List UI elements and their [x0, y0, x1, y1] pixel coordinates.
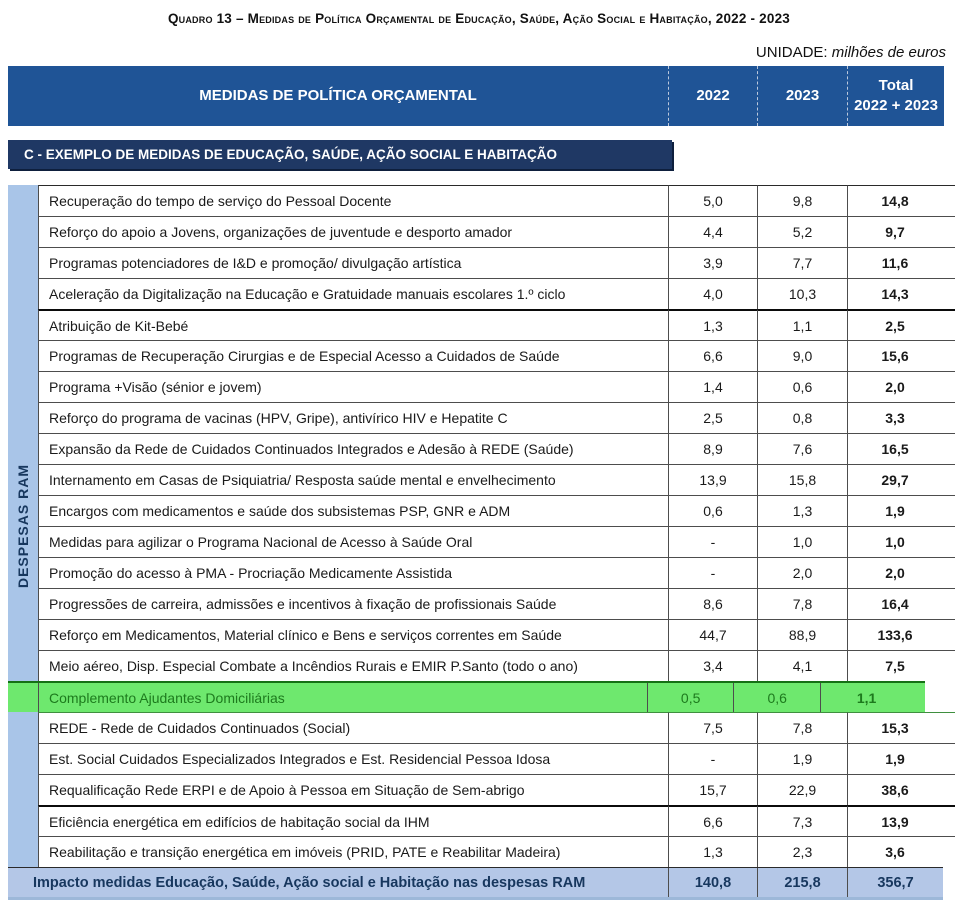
row-spacer [8, 340, 38, 371]
value-2023: 1,9 [757, 743, 847, 774]
table-row [8, 216, 955, 247]
row-spacer [8, 619, 38, 650]
measure-label: Reforço em Medicamentos, Material clínico e Bens e serviços correntes em Saúde [38, 619, 668, 650]
row-spacer [8, 278, 38, 309]
row-spacer [8, 588, 38, 619]
rows-container [8, 185, 955, 867]
value-2023: 5,2 [757, 216, 847, 247]
table-header-row [8, 66, 944, 126]
value-2023: 4,1 [757, 650, 847, 681]
value-total: 7,5 [847, 650, 955, 681]
unit-note [756, 44, 946, 61]
row-spacer [8, 309, 38, 340]
value-2022: 4,4 [668, 216, 757, 247]
value-total: 9,7 [847, 216, 955, 247]
measure-label: Complemento Ajudantes Domiciliárias [38, 683, 647, 712]
value-2023: 88,9 [757, 619, 847, 650]
measure-label: Requalificação Rede ERPI e de Apoio à Pessoa em Situação de Sem-abrigo [38, 774, 668, 805]
value-2022: - [668, 557, 757, 588]
table-row [8, 619, 955, 650]
section-header: C - EXEMPLO DE MEDIDAS DE EDUCAÇÃO, SAÚDE, AÇÃO SOCIAL E HABITAÇÃO [8, 140, 672, 169]
header-col-2022: 2022 [668, 66, 757, 126]
value-total: 1,9 [847, 495, 955, 526]
table-title: Quadro 13 – Medidas de Política Orçamental de Educação, Saúde, Ação Social e Habitação, 2022 - 2023 [167, 11, 791, 26]
header-col-total-line2: 2022 + 2023 [854, 97, 938, 114]
measure-label: Expansão da Rede de Cuidados Continuados Integrados e Adesão à REDE (Saúde) [38, 433, 668, 464]
unit-label: UNIDADE: [755, 44, 828, 61]
measure-label: REDE - Rede de Cuidados Continuados (Social) [38, 712, 668, 743]
value-2022: 1,4 [668, 371, 757, 402]
table-row [8, 774, 955, 805]
value-total: 2,0 [847, 371, 955, 402]
value-2023: 15,8 [757, 464, 847, 495]
row-spacer [8, 650, 38, 681]
value-2022: 6,6 [668, 805, 757, 836]
table-row [8, 464, 955, 495]
row-spacer [8, 495, 38, 526]
row-spacer [8, 805, 38, 836]
footer-value-total: 356,7 [847, 868, 943, 897]
value-total: 29,7 [847, 464, 955, 495]
table-row [8, 402, 955, 433]
value-2023: 0,6 [733, 683, 820, 712]
row-spacer [8, 464, 38, 495]
value-2022: 3,4 [668, 650, 757, 681]
value-2022: - [668, 743, 757, 774]
measure-label: Encargos com medicamentos e saúde dos subsistemas PSP, GNR e ADM [38, 495, 668, 526]
value-2022: 1,3 [668, 836, 757, 867]
value-2023: 22,9 [757, 774, 847, 805]
value-2022: 2,5 [668, 402, 757, 433]
value-2023: 7,7 [757, 247, 847, 278]
measure-label: Progressões de carreira, admissões e incentivos à fixação de profissionais Saúde [38, 588, 668, 619]
value-2023: 9,0 [757, 340, 847, 371]
value-2023: 7,8 [757, 588, 847, 619]
measure-label: Aceleração da Digitalização na Educação e Gratuidade manuais escolares 1.º ciclo [38, 278, 668, 309]
value-total: 3,3 [847, 402, 955, 433]
row-spacer [8, 371, 38, 402]
footer-label: Impacto medidas Educação, Saúde, Ação social e Habitação nas despesas RAM [33, 874, 586, 891]
measure-label: Programa +Visão (sénior e jovem) [38, 371, 668, 402]
table-row [8, 588, 955, 619]
value-2023: 1,1 [757, 309, 847, 340]
value-total: 1,0 [847, 526, 955, 557]
header-col-2023: 2023 [757, 66, 847, 126]
header-col-total [847, 66, 944, 126]
measure-label: Atribuição de Kit-Bebé [38, 309, 668, 340]
measure-label: Programas de Recuperação Cirurgias e de Especial Acesso a Cuidados de Saúde [38, 340, 668, 371]
table-row [8, 309, 955, 340]
value-2022: - [668, 526, 757, 557]
value-total: 14,3 [847, 278, 955, 309]
value-2023: 7,8 [757, 712, 847, 743]
value-total: 16,4 [847, 588, 955, 619]
row-spacer [8, 402, 38, 433]
value-2022: 0,5 [647, 683, 733, 712]
table-row [8, 681, 925, 712]
value-2023: 7,3 [757, 805, 847, 836]
row-spacer [8, 712, 38, 743]
value-2023: 9,8 [757, 185, 847, 216]
value-2023: 7,6 [757, 433, 847, 464]
value-total: 3,6 [847, 836, 955, 867]
row-spacer [8, 185, 38, 216]
value-2022: 5,0 [668, 185, 757, 216]
unit-value: milhões de euros [831, 44, 946, 61]
value-2022: 13,9 [668, 464, 757, 495]
row-spacer [8, 743, 38, 774]
value-total: 15,3 [847, 712, 955, 743]
table-row [8, 526, 955, 557]
measure-label: Recuperação do tempo de serviço do Pessoal Docente [38, 185, 668, 216]
value-total: 2,0 [847, 557, 955, 588]
table-body [8, 185, 955, 867]
table-row [8, 278, 955, 309]
table-row [8, 650, 955, 681]
row-spacer [8, 247, 38, 278]
value-total: 38,6 [847, 774, 955, 805]
value-total: 11,6 [847, 247, 955, 278]
header-measures: MEDIDAS DE POLÍTICA ORÇAMENTAL [199, 86, 477, 104]
table-footer-row [8, 867, 943, 900]
value-total: 2,5 [847, 309, 955, 340]
value-2023: 10,3 [757, 278, 847, 309]
value-2022: 8,6 [668, 588, 757, 619]
table-row [8, 340, 955, 371]
measure-label: Internamento em Casas de Psiquiatria/ Resposta saúde mental e envelhecimento [38, 464, 668, 495]
value-2022: 0,6 [668, 495, 757, 526]
value-2022: 8,9 [668, 433, 757, 464]
table-row [8, 247, 955, 278]
table-row [8, 185, 955, 216]
value-total: 14,8 [847, 185, 955, 216]
measure-label: Programas potenciadores de I&D e promoção/ divulgação artística [38, 247, 668, 278]
measure-label: Promoção do acesso à PMA - Procriação Medicamente Assistida [38, 557, 668, 588]
value-2023: 0,8 [757, 402, 847, 433]
row-spacer [8, 433, 38, 464]
row-spacer [8, 774, 38, 805]
table-row [8, 495, 955, 526]
value-2022: 7,5 [668, 712, 757, 743]
value-total: 16,5 [847, 433, 955, 464]
row-spacer [8, 557, 38, 588]
value-total: 133,6 [847, 619, 955, 650]
measure-label: Reabilitação e transição energética em imóveis (PRID, PATE e Reabilitar Madeira) [38, 836, 668, 867]
value-2023: 1,3 [757, 495, 847, 526]
row-spacer [8, 216, 38, 247]
row-spacer [8, 683, 38, 712]
header-col-total-line1: Total [878, 76, 914, 94]
table-row [8, 836, 955, 867]
value-2023: 1,0 [757, 526, 847, 557]
value-total: 15,6 [847, 340, 955, 371]
value-total: 1,1 [820, 683, 925, 712]
value-2022: 4,0 [668, 278, 757, 309]
footer-value-2023: 215,8 [757, 868, 847, 897]
row-spacer [8, 526, 38, 557]
measure-label: Meio aéreo, Disp. Especial Combate a Incêndios Rurais e EMIR P.Santo (todo o ano) [38, 650, 668, 681]
measure-label: Medidas para agilizar o Programa Nacional de Acesso à Saúde Oral [38, 526, 668, 557]
table-row [8, 712, 955, 743]
row-spacer [8, 836, 38, 867]
value-2023: 2,0 [757, 557, 847, 588]
value-2022: 6,6 [668, 340, 757, 371]
value-2022: 3,9 [668, 247, 757, 278]
value-2022: 1,3 [668, 309, 757, 340]
value-2023: 2,3 [757, 836, 847, 867]
value-2023: 0,6 [757, 371, 847, 402]
measure-label: Est. Social Cuidados Especializados Integrados e Est. Residencial Pessoa Idosa [38, 743, 668, 774]
value-2022: 44,7 [668, 619, 757, 650]
measure-label: Reforço do programa de vacinas (HPV, Gripe), antivírico HIV e Hepatite C [38, 402, 668, 433]
value-total: 13,9 [847, 805, 955, 836]
measure-label: Reforço do apoio a Jovens, organizações de juventude e desporto amador [38, 216, 668, 247]
sidebar-vertical-label: DESPESAS RAM [15, 463, 31, 589]
table-row [8, 805, 955, 836]
value-2022: 15,7 [668, 774, 757, 805]
footer-value-2022: 140,8 [668, 868, 757, 897]
table-row [8, 743, 955, 774]
measure-label: Eficiência energética em edifícios de habitação social da IHM [38, 805, 668, 836]
table-row [8, 371, 955, 402]
table-row [8, 433, 955, 464]
table-row [8, 557, 955, 588]
value-total: 1,9 [847, 743, 955, 774]
